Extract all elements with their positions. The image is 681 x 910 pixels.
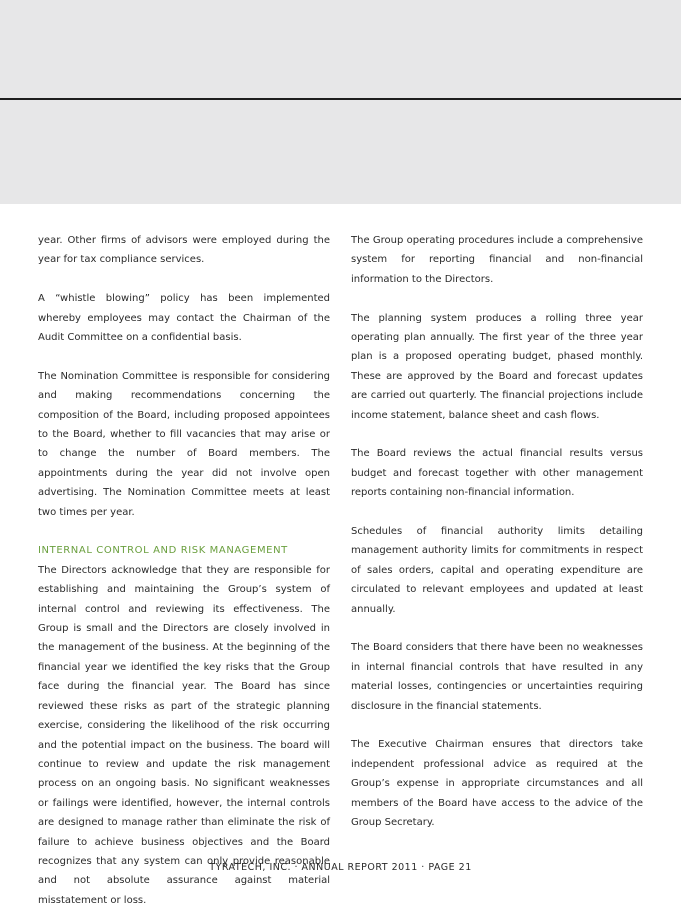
paragraph-whistle-blowing: A “whistle blowing” policy has been implemented whereby employees may contact the Chairman of the Audit Committee on a confidential basis. (38, 293, 330, 344)
paragraph-authority-limits: Schedules of financial authority limits detailing management authority limits for commitments in respect of sales orders, capital and operating expenditure are circulated to relevant employees and updated at least annually. (351, 526, 643, 615)
paragraph-no-weaknesses: The Board considers that there have been no weaknesses in internal financial controls that have resulted in any material losses, contingencies or uncertainties requiring disclosure in the financial statements. (351, 642, 643, 712)
paragraph-internal-control: The Directors acknowledge that they are responsible for establishing and maintaining the Group’s system of internal control and reviewing its effectiveness. The Group is small and the Directors are closely involved in the management of the business. At the beginning of the financial year we identified the key risks that the Group face during the financial year. The Board has since reviewed these risks as part of the strategic planning exercise, considering the likelihood of the risk occurring and the potential impact on the business. The board will continue to review and update the risk management process on an ongoing basis. No significant weaknesses or failings were identified, however, the internal controls are designed to manage rather than eliminate the risk of failure to achieve business objectives and the Board recognizes that any system can only provide reasonable and not absolute assurance against material misstatement or loss. (38, 564, 330, 906)
paragraph-nomination-committee: The Nomination Committee is responsible for considering and making recommendations concerning the composition of the Board, including proposed appointees to the Board, whether to fill vacancies that may arise or to change the number of Board members. The appointments during the year did not involve open advertising. The Nomination Committee meets at least two times per year. (38, 370, 330, 518)
paragraph-professional-advice: The Executive Chairman ensures that directors take independent professional advice as required at the Group’s expense in appropriate circumstances and all members of the Board have access to the advice of the Group Secretary. (351, 739, 643, 829)
left-column (38, 231, 330, 910)
page-footer: TYRATECH, INC. · ANNUAL REPORT 2011 · PAGE 21 (209, 862, 472, 873)
paragraph-operating-procedures: The Group operating procedures include a comprehensive system for reporting financial and non-financial information to the Directors. (351, 235, 643, 285)
paragraph-financial-review: The Board reviews the actual financial results versus budget and forecast together with other management reports containing non-financial information. (351, 448, 643, 499)
paragraph-planning-system: The planning system produces a rolling three year operating plan annually. The first year of the three year plan is a proposed operating budget, phased monthly. These are approved by the Board and forecast updates are carried out quarterly. The financial projections include income statement, balance sheet and cash flows. (351, 312, 643, 421)
paragraph-tax-advisors: year. Other firms of advisors were employed during the year for tax compliance services. (38, 235, 330, 266)
section-heading-internal-control: INTERNAL CONTROL AND RISK MANAGEMENT (38, 545, 288, 557)
header-divider (0, 98, 681, 100)
right-column (351, 231, 643, 833)
header-band (0, 0, 681, 204)
